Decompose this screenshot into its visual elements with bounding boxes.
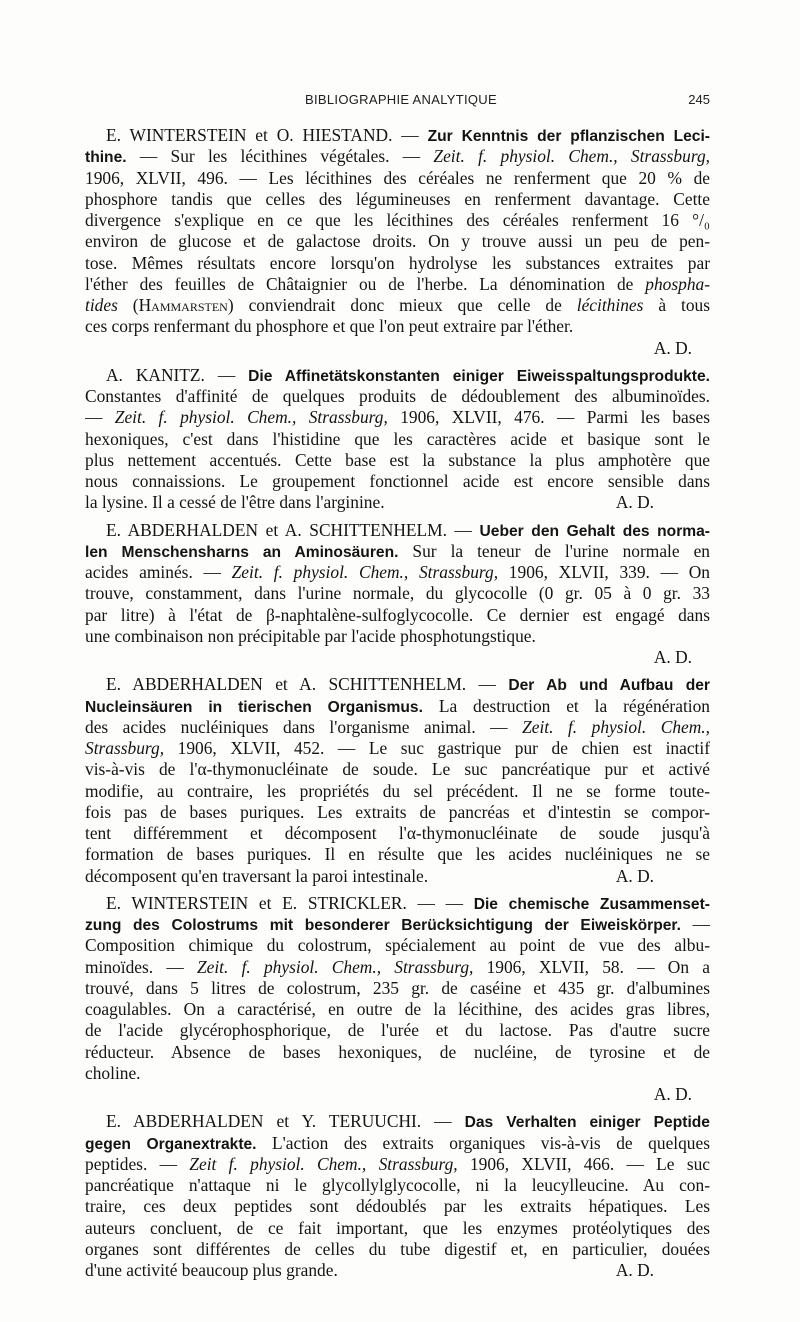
entry-text: A. KANITZ. — [106, 364, 249, 385]
entry-line [85, 1133, 710, 1154]
entry-line [85, 605, 710, 626]
entry-text: — Sur les lécithines végétales. — [126, 146, 434, 167]
work-title: Die chemische Zusammenset- [473, 895, 710, 913]
entry-line [85, 316, 710, 337]
entry-text: à tous [643, 295, 710, 315]
entry-text: tose. Mêmes résultats encore lorsqu'on hydrolyse les substances extraites par [85, 252, 710, 273]
journal-citation: Strassburg, [85, 738, 165, 758]
entry-line [85, 893, 710, 914]
entry-text: par litre) à l'état de β-naphtalène-sulfoglycocolle. Ce dernier est engagé dans [85, 604, 710, 625]
entry-text: E. WINTERSTEIN et O. HIESTAND. — [106, 125, 428, 145]
page-number: 245 [688, 92, 710, 107]
entry-line [85, 978, 710, 999]
entry-line [85, 1020, 710, 1041]
entry-line [85, 274, 710, 295]
entry-text: acides aminés. — [85, 562, 232, 582]
entry-text: E. ABDERHALDEN et A. SCHITTENHELM. — [106, 674, 509, 695]
entry-line [85, 365, 710, 386]
entry-text: pancréatique n'attaque ni le glycollylglycocolle, ni la leucylleucine. Au con- [85, 1175, 710, 1195]
reviewer-signature: A. D. [615, 1260, 654, 1280]
work-title: Zur Kenntnis der pflanzischen Leci- [427, 128, 710, 145]
entry-text: réducteur. Absence de bases hexoniques, de nucléine, de tyrosine et de [85, 1041, 710, 1062]
entry-text: nous connaissions. Le groupement fonctionnel acide est encore sensible dans [85, 471, 710, 491]
entry-text: Sur la teneur de l'urine normale en [398, 540, 710, 561]
entry-line [85, 1111, 710, 1132]
work-title: len Menschensharns an Aminosäuren. [85, 543, 399, 561]
entry-line [85, 1154, 710, 1175]
entry-text: la lysine. Il a cessé de l'être dans l'arginine. [85, 492, 385, 513]
entry-text: de l'acide glycérophosphorique, de l'urée et du lactose. Pas d'autre sucre [85, 1020, 710, 1041]
entry-line [85, 781, 710, 802]
reviewer-signature: A. D. [653, 337, 692, 358]
entry-line [85, 253, 710, 274]
entry-text: trouve, constamment, dans l'urine normale, du glycocolle (0 gr. 05 à 0 gr. 33 [85, 583, 710, 604]
entry-text: traire, ces deux peptides sont dédoublés par les extraits hépatiques. Les [85, 1196, 710, 1217]
entry-line [85, 1260, 710, 1281]
entry-line [85, 471, 710, 492]
journal-citation: Zeit. f. physiol. Chem., Strassburg, [196, 956, 474, 977]
entry-line [85, 295, 710, 316]
entry-line [85, 125, 710, 146]
entry-line [85, 696, 710, 717]
entry-line [85, 674, 710, 695]
entry-line [85, 1042, 710, 1063]
entry-line [85, 429, 710, 450]
entry-text: peptides. — [85, 1153, 190, 1174]
entry-line-text [85, 866, 428, 887]
entry-text: Constantes d'affinité de quelques produits de dédoublement des albuminoïdes. [85, 386, 710, 406]
reviewer-signature: A. D. [653, 1084, 692, 1104]
bibliography-entries [85, 125, 710, 1287]
entry-line [85, 520, 710, 541]
work-title: Das Verhalten einiger Peptide [464, 1114, 710, 1132]
work-title: Nucleinsäuren in tierischen Organismus. [85, 698, 423, 716]
entry-text: 1906, XLVII, 496. — Les lécithines des céréales ne renferment que 20 % de [85, 167, 710, 188]
journal-citation: Zeit. f. physiol. Chem., Strassburg, [231, 562, 499, 582]
running-title: BIBLIOGRAPHIE ANALYTIQUE [305, 92, 497, 107]
bibliography-entry [85, 365, 710, 514]
running-header [92, 92, 710, 116]
bibliography-entry [85, 1111, 710, 1281]
entry-line [85, 146, 710, 167]
entry-line [85, 541, 710, 562]
entry-text: phosphore tandis que celles des légumineuses en renferment davantage. Cette [85, 188, 710, 209]
journal-citation: Zeit. f. physiol. Chem., [522, 716, 710, 737]
entry-text: choline. [85, 1062, 141, 1083]
entry-text: d'une activité beaucoup plus grande. [85, 1260, 338, 1280]
entry-text: une combinaison non précipitable par l'acide phosphotungstique. [85, 625, 536, 646]
journal-citation: Zeit. f. physiol. Chem., Strassburg, [433, 146, 710, 167]
entry-text: l'éther des feuilles de Châtaignier ou de l'herbe. La dénomination de [85, 273, 646, 294]
entry-text: minoïdes. — [85, 956, 197, 977]
entry-line [85, 802, 710, 823]
reviewer-signature: A. D. [615, 492, 654, 513]
entry-text: ( [117, 295, 139, 315]
entry-text: 1906, XLVII, 452. — Le suc gastrique pur de chien est inactif [164, 738, 710, 758]
journal-citation: Zeit f. physiol. Chem., Strassburg, [189, 1153, 458, 1174]
entry-line [85, 210, 710, 231]
entry-text: E. ABDERHALDEN et A. SCHITTENHELM. — [106, 519, 480, 540]
work-title: Der Ab und Aufbau der [508, 677, 710, 695]
entry-text: ces corps renfermant du phosphore et que l'on peut extraire par l'éther. [85, 316, 574, 337]
entry-text: plus nettement accentués. Cette base est la substance la plus amphotère que [85, 449, 710, 470]
entry-text: environ de glucose et de galactose droits. On y trouve aussi un peu de pen- [85, 231, 710, 252]
entry-line [85, 231, 710, 252]
entry-text: coagulables. On a caractérisé, en outre de la lécithine, des acides gras libres, [85, 999, 710, 1019]
entry-line [85, 168, 710, 189]
bibliography-entry [85, 125, 710, 359]
entry-line [85, 1196, 710, 1217]
entry-text: vis-à-vis de l'α-thymonucléinate de soude. Le suc pancréatique pur et activé [85, 759, 710, 780]
journal-citation: phospha- [645, 273, 710, 294]
entry-line [85, 844, 710, 865]
entry-line [85, 866, 710, 887]
work-title: thine. [85, 149, 127, 167]
entry-text: formation de bases puriques. Il en résulte que les acides nucléiniques ne se [85, 844, 710, 865]
entry-line [85, 1218, 710, 1239]
entry-text: des acides nucléiniques dans l'organisme animal. — [85, 716, 523, 737]
entry-line [85, 626, 710, 647]
bibliography-entry [85, 674, 710, 887]
entry-text: — [680, 914, 710, 934]
entry-text: divergence s'explique en ce que les lécithines des céréales renferment 16 °/₀ [85, 210, 710, 230]
entry-line-text [85, 492, 385, 513]
entry-line [85, 957, 710, 978]
reviewer-signature: A. D. [615, 865, 654, 886]
entry-text: La destruction et la régénération [422, 695, 710, 716]
bibliography-entry [85, 893, 710, 1106]
entry-text: E. WINTERSTEIN et E. STRICKLER. — — [106, 892, 474, 913]
entry-line-text [85, 1260, 338, 1281]
entry-line [85, 562, 710, 583]
entry-line [85, 935, 710, 956]
entry-text: L'action des extraits organiques vis-à-vis de quelques [256, 1132, 710, 1153]
entry-text: trouvé, dans 5 litres de colostrum, 235 gr. de caséine et 435 gr. d'albumines [85, 977, 710, 998]
work-title: gegen Organextrakte. [85, 1135, 257, 1153]
entry-text: fois pas de bases puriques. Les extraits de pancréas et d'intestin se compor- [85, 801, 710, 822]
entry-line [85, 386, 710, 407]
entry-line [85, 717, 710, 738]
journal-citation: Zeit. f. physiol. Chem., Strassburg, [114, 407, 388, 428]
entry-text: organes sont différentes de celles du tube digestif et, en particulier, douées [85, 1238, 710, 1259]
reviewer-signature: A. D. [653, 647, 692, 667]
entry-line [85, 583, 710, 604]
entry-text: 1906, XLVII, 58. — On a [473, 956, 710, 977]
entry-line [85, 1239, 710, 1260]
entry-text: 1906, XLVII, 466. — Le suc [457, 1153, 710, 1174]
entry-line [85, 1175, 710, 1196]
entry-line [85, 823, 710, 844]
entry-line [85, 759, 710, 780]
entry-text: modifie, au contraire, les propriétés du sel précédent. Il ne se forme toute- [85, 780, 710, 801]
entry-line [85, 450, 710, 471]
entry-text: tent différemment et décomposent l'α-thymonucléinate de soude jusqu'à [85, 823, 710, 843]
entry-line [85, 999, 710, 1020]
entry-text: hexoniques, c'est dans l'histidine que les caractères acide et basique sont le [85, 428, 710, 449]
entry-line [85, 1063, 710, 1084]
work-title: Ueber den Gehalt des norma- [479, 522, 710, 540]
entry-text: Composition chimique du colostrum, spécialement au point de vue des albu- [85, 935, 710, 956]
journal-citation: tides [85, 295, 118, 315]
entry-text: 1906, XLVII, 476. — Parmi les bases [387, 407, 710, 428]
entry-text: décomposent qu'en traversant la paroi intestinale. [85, 865, 429, 886]
entry-line [85, 189, 710, 210]
work-title: Die Affinetätskonstanten einiger Eiweisspaltungsprodukte. [248, 367, 710, 385]
entry-line [85, 492, 710, 513]
entry-text: — [85, 407, 115, 428]
bibliography-entry [85, 520, 710, 669]
entry-text: 1906, XLVII, 339. — On [498, 562, 710, 582]
entry-text: ) conviendrait donc mieux que celle de [227, 295, 577, 315]
work-title: zung des Colostrums mit besonderer Berücksichtigung der Eiweiskörper. [85, 917, 681, 934]
journal-citation: lécithines [576, 295, 644, 315]
author-name: Hammarsten [138, 295, 228, 315]
entry-text: E. ABDERHALDEN et Y. TERUUCHI. — [106, 1111, 465, 1132]
entry-text: auteurs concluent, de ce fait important, que les enzymes protéolytiques des [85, 1217, 710, 1238]
entry-line [85, 914, 710, 935]
entry-line [85, 738, 710, 759]
entry-line [85, 407, 710, 428]
